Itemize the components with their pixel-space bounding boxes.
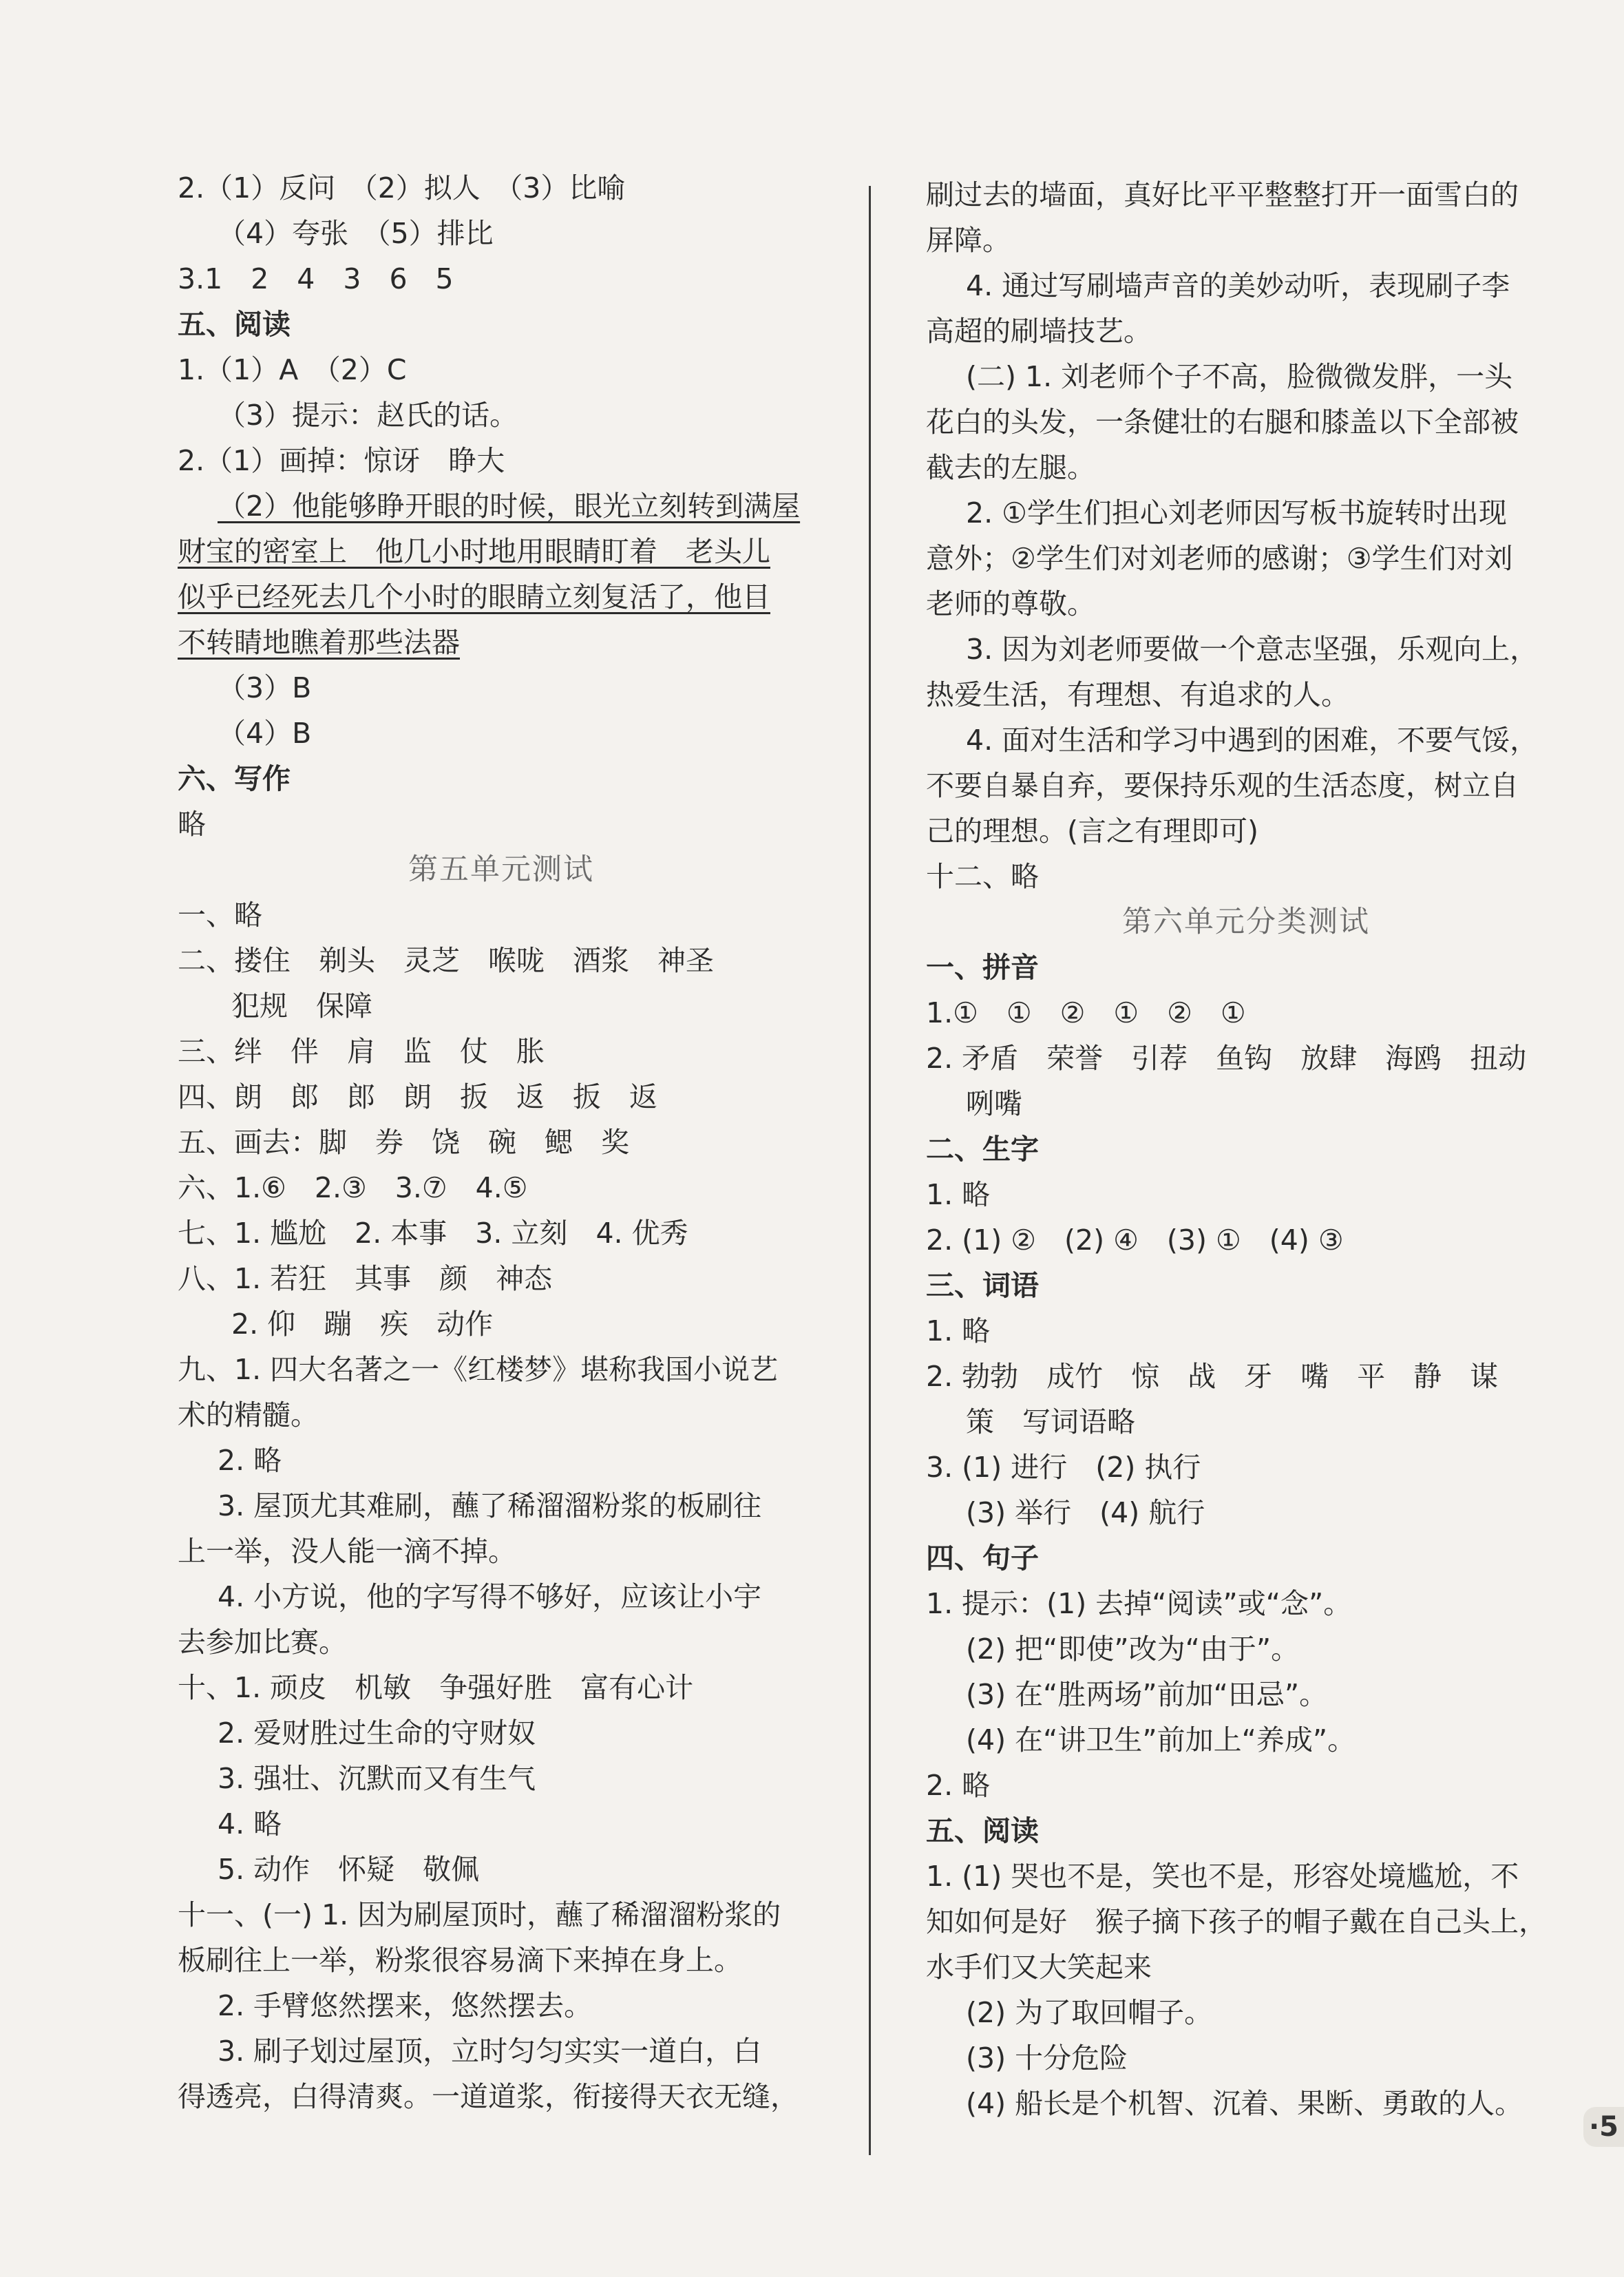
right-line [926, 1854, 1566, 1899]
line-text: 2.（1）画掉：惊讶 睁大 [178, 444, 505, 477]
line-text: 水手们又大笑起来 [926, 1951, 1152, 1984]
line-text: 高超的刷墙技艺。 [926, 315, 1152, 348]
line-text: 十二、略 [926, 860, 1039, 893]
right-line [926, 1990, 1566, 2035]
left-line [178, 1301, 825, 1347]
section-heading [926, 1535, 1566, 1581]
line-text: 2. 矛盾 荣誉 引荐 鱼钩 放肆 海鸥 扭动 [926, 1042, 1527, 1075]
left-line [178, 620, 825, 665]
right-line [926, 354, 1566, 399]
left-line [178, 211, 825, 256]
right-line [926, 1308, 1566, 1354]
line-text: 3. 屋顶尤其难刷，蘸了稀溜溜粉浆的板刷往 [218, 1489, 762, 1522]
right-line [926, 1172, 1566, 1217]
line-text: 4. 面对生活和学习中遇到的困难，不要气馁， [966, 724, 1539, 757]
line-text: 2. 勃勃 成竹 惊 战 牙 嘴 平 静 谋 [926, 1360, 1499, 1393]
line-text: 己的理想。(言之有理即可) [926, 815, 1258, 848]
line-text: 九、1. 四大名著之一《红楼梦》堪称我国小说艺 [178, 1353, 779, 1386]
line-text: （4）夸张 （5）排比 [218, 217, 494, 250]
right-line [926, 2081, 1566, 2126]
right-line [926, 808, 1566, 854]
left-line [178, 1938, 825, 1983]
line-text: 意外；②学生们对刘老师的感谢；③学生们对刘 [926, 542, 1513, 575]
left-line [178, 1665, 825, 1710]
line-text: 1.① ① ② ① ② ① [926, 996, 1246, 1029]
line-text: 不转睛地瞧着那些法器 [178, 626, 460, 659]
right-line [926, 263, 1566, 308]
line-text: 屏障。 [926, 224, 1011, 257]
line-text: 去参加比赛。 [178, 1626, 347, 1659]
line-text: 刷过去的墙面，真好比平平整整打开一面雪白的 [926, 178, 1519, 211]
left-line [178, 2028, 825, 2074]
line-text: 三、绊 伴 肩 监 仗 胀 [178, 1035, 545, 1068]
left-line [178, 1574, 825, 1619]
left-line [178, 1210, 825, 1256]
right-line [926, 1354, 1566, 1399]
right-line [926, 1672, 1566, 1717]
left-line [178, 483, 825, 529]
right-line [926, 1717, 1566, 1763]
right-line [926, 445, 1566, 490]
right-line [926, 1445, 1566, 1490]
line-text: 六、写作 [178, 762, 291, 795]
right-line [926, 581, 1566, 627]
left-line [178, 1029, 825, 1074]
line-text: 2. (1) ② (2) ④ (3) ① (4) ③ [926, 1224, 1344, 1257]
left-line [178, 1710, 825, 1756]
section-title [926, 899, 1566, 945]
line-text: 老师的尊敬。 [926, 587, 1095, 620]
right-line [926, 308, 1566, 354]
line-text: 财宝的密室上 他几小时地用眼睛盯着 老头儿 [178, 535, 770, 568]
left-line [178, 1801, 825, 1847]
line-text: 4. 略 [218, 1807, 282, 1840]
line-text: （4）B [218, 717, 312, 750]
line-text: 1. 提示：(1) 去掉“阅读”或“念”。 [926, 1587, 1352, 1620]
right-line [926, 1899, 1566, 1944]
right-line [926, 1626, 1566, 1672]
line-text: 3. (1) 进行 (2) 执行 [926, 1451, 1201, 1484]
left-line [178, 165, 825, 211]
line-text: 三、词语 [926, 1269, 1039, 1302]
line-text: 五、阅读 [178, 308, 291, 341]
left-line [178, 256, 825, 302]
line-text: 知如何是好 猴子摘下孩子的帽子戴在自己头上， [926, 1905, 1547, 1938]
left-line [178, 801, 825, 847]
right-line [926, 854, 1566, 899]
right-line [926, 1581, 1566, 1626]
line-text: (2) 为了取回帽子。 [966, 1996, 1213, 2029]
right-line [926, 1944, 1566, 1990]
right-line [926, 399, 1566, 445]
right-line [926, 2035, 1566, 2081]
line-text: 七、1. 尴尬 2. 本事 3. 立刻 4. 优秀 [178, 1217, 688, 1250]
line-text: 3. 强壮、沉默而又有生气 [218, 1762, 536, 1795]
left-line [178, 1756, 825, 1801]
right-line [926, 1399, 1566, 1445]
right-line [926, 627, 1566, 672]
left-line [178, 665, 825, 711]
line-text: 4. 通过写刷墙声音的美妙动听，表现刷子李 [966, 269, 1510, 302]
right-line [926, 1490, 1566, 1535]
left-line [178, 1892, 825, 1938]
left-line [178, 711, 825, 756]
left-line [178, 1438, 825, 1483]
line-text: 不要自暴自弃，要保持乐观的生活态度，树立自 [926, 769, 1519, 802]
left-line [178, 1619, 825, 1665]
section-heading [926, 1126, 1566, 1172]
left-line [178, 983, 825, 1029]
line-text: 第六单元分类测试 [1122, 905, 1370, 939]
line-text: 2. ①学生们担心刘老师因写板书旋转时出现 [966, 496, 1507, 529]
line-text: (2) 把“即使”改为“由于”。 [966, 1633, 1300, 1666]
line-text: 2.（1）反问 （2）拟人 （3）比喻 [178, 171, 626, 204]
left-line [178, 892, 825, 938]
line-text: (3) 在“胜两场”前加“田忌”。 [966, 1678, 1328, 1711]
left-line [178, 1392, 825, 1438]
line-text: 五、阅读 [926, 1814, 1039, 1847]
line-text: 六、1.⑥ 2.③ 3.⑦ 4.⑤ [178, 1171, 528, 1204]
line-text: 一、略 [178, 899, 262, 932]
page-number: ·5 [1583, 2107, 1624, 2147]
section-heading [926, 1808, 1566, 1854]
line-text: （2）他能够睁开眼的时候，眼光立刻转到满屋 [218, 490, 801, 523]
line-text: 1. 略 [926, 1178, 991, 1211]
line-text: 策 写词语略 [966, 1405, 1135, 1438]
left-line [178, 2074, 825, 2119]
line-text: 3.1 2 4 3 6 5 [178, 262, 454, 295]
line-text: 犯规 保障 [231, 989, 372, 1022]
left-line [178, 574, 825, 620]
left-line [178, 1120, 825, 1165]
line-text: （3）B [218, 671, 312, 704]
right-line [926, 536, 1566, 581]
right-line [926, 490, 1566, 536]
line-text: (4) 船长是个机智、沉着、果断、勇敢的人。 [966, 2087, 1523, 2120]
left-line [178, 938, 825, 983]
right-column [926, 172, 1566, 2126]
line-text: 3. 因为刘老师要做一个意志坚强，乐观向上， [966, 633, 1539, 666]
section-heading [926, 1263, 1566, 1308]
line-text: 截去的左腿。 [926, 451, 1095, 484]
left-line [178, 1074, 825, 1120]
line-text: 十、1. 顽皮 机敏 争强好胜 富有心计 [178, 1671, 694, 1704]
line-text: （3）提示：赵氏的话。 [218, 399, 518, 432]
line-text: 1.（1）A （2）C [178, 353, 407, 386]
line-text: 略 [178, 808, 206, 841]
left-line [178, 1847, 825, 1892]
right-line [926, 672, 1566, 717]
line-text: 二、生字 [926, 1133, 1039, 1166]
section-heading [926, 945, 1566, 990]
line-text: 5. 动作 怀疑 敬佩 [218, 1853, 480, 1886]
line-text: 四、朗 郎 郎 朗 扳 返 扳 返 [178, 1080, 657, 1113]
left-line [178, 1347, 825, 1392]
line-text: 2. 手臂悠然摆来，悠然摆去。 [218, 1989, 593, 2022]
line-text: 板刷往上一举，粉浆很容易滴下来掉在身上。 [178, 1944, 742, 1977]
section-heading [178, 756, 825, 801]
right-line [926, 990, 1566, 1036]
left-line [178, 1983, 825, 2028]
line-text: (3) 举行 (4) 航行 [966, 1496, 1205, 1529]
right-line [926, 1036, 1566, 1081]
right-line [926, 218, 1566, 263]
right-line [926, 172, 1566, 218]
line-text: 一、拼音 [926, 951, 1039, 984]
line-text: (3) 十分危险 [966, 2042, 1128, 2075]
left-line [178, 438, 825, 483]
line-text: 2. 略 [926, 1769, 991, 1802]
line-text: 八、1. 若狂 其事 颜 神态 [178, 1262, 553, 1295]
left-line [178, 347, 825, 392]
column-divider [869, 186, 871, 2155]
right-line [926, 763, 1566, 808]
line-text: 咧嘴 [966, 1087, 1022, 1120]
line-text: 2. 略 [218, 1444, 282, 1477]
line-text: 十一、(一) 1. 因为刷屋顶时，蘸了稀溜溜粉浆的 [178, 1898, 781, 1931]
line-text: 上一举，没人能一滴不掉。 [178, 1535, 516, 1568]
left-line [178, 529, 825, 574]
right-line [926, 1763, 1566, 1808]
line-text: (4) 在“讲卫生”前加上“养成”。 [966, 1723, 1356, 1756]
line-text: 二、搂住 剃头 灵芝 喉咙 酒浆 神圣 [178, 944, 714, 977]
line-text: 术的精髓。 [178, 1398, 319, 1431]
right-line [926, 1217, 1566, 1263]
left-line [178, 392, 825, 438]
line-text: 得透亮，白得清爽。一道道浆，衔接得天衣无缝， [178, 2080, 799, 2113]
line-text: 第五单元测试 [408, 852, 594, 887]
line-text: 四、句子 [926, 1542, 1039, 1575]
line-text: 2. 仰 蹦 疾 动作 [231, 1308, 494, 1341]
line-text: 3. 刷子划过屋顶，立时匀匀实实一道白，白 [218, 2035, 762, 2068]
line-text: 2. 爱财胜过生命的守财奴 [218, 1717, 536, 1750]
line-text: 花白的头发，一条健壮的右腿和膝盖以下全部被 [926, 406, 1519, 439]
line-text: 似乎已经死去几个小时的眼睛立刻复活了，他目 [178, 580, 770, 613]
line-text: (二) 1. 刘老师个子不高，脸微微发胖，一头 [966, 360, 1513, 393]
line-text: 五、画去：脚 券 饶 碗 鳃 奖 [178, 1126, 629, 1159]
left-line [178, 1529, 825, 1574]
line-text: 4. 小方说，他的字写得不够好，应该让小宇 [218, 1580, 762, 1613]
left-line [178, 1483, 825, 1529]
line-text: 热爱生活，有理想、有追求的人。 [926, 678, 1349, 711]
line-text: 1. (1) 哭也不是，笑也不是，形容处境尴尬，不 [926, 1860, 1519, 1893]
section-heading [178, 302, 825, 347]
right-line [926, 717, 1566, 763]
left-line [178, 1165, 825, 1210]
line-text: 1. 略 [926, 1314, 991, 1347]
left-column [178, 165, 825, 2119]
left-line [178, 1256, 825, 1301]
section-title [178, 847, 825, 892]
right-line [926, 1081, 1566, 1126]
